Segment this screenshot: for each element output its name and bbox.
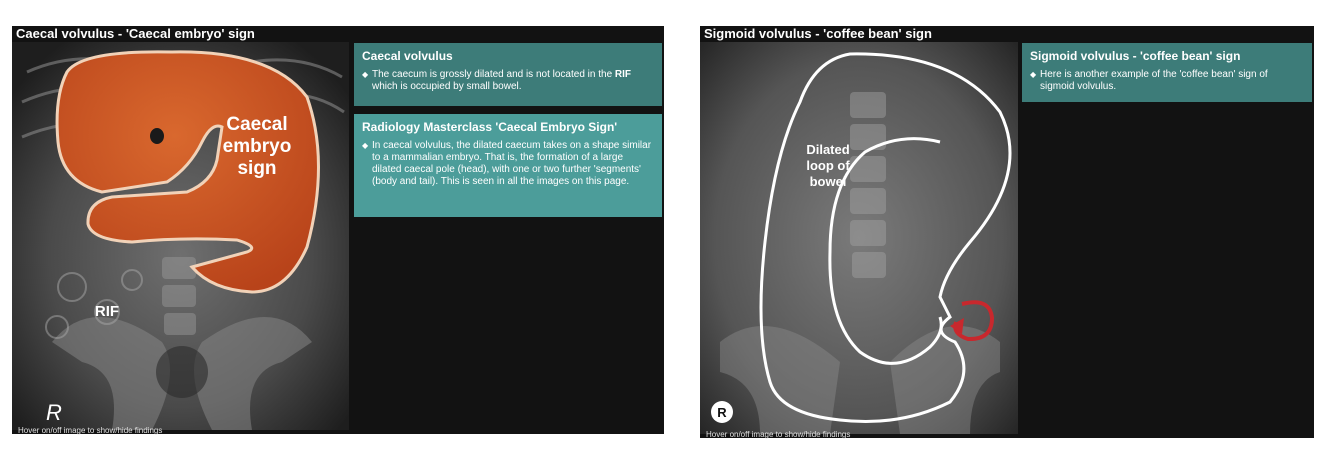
info-box-bullet-item — [362, 69, 654, 93]
side-marker-r: R — [717, 405, 727, 420]
caecal-volvulus-info-box — [354, 43, 662, 106]
info-text-bold: RIF — [614, 69, 632, 80]
sigmoid-volvulus-info-box — [1022, 43, 1312, 102]
sigmoid-volvulus-panel — [700, 26, 1314, 438]
caecal-label-line3: sign — [237, 158, 277, 179]
hover-hint: Hover on/off image to show/hide findings — [18, 426, 163, 435]
panel-title: Sigmoid volvulus - 'coffee bean' sign — [704, 26, 932, 41]
hover-hint: Hover on/off image to show/hide findings — [706, 430, 851, 439]
rif-label: RIF — [94, 303, 120, 320]
bowel-label-line2: loop of — [806, 158, 850, 173]
info-box-bullet-item — [362, 140, 654, 188]
xray-drawing — [700, 42, 1018, 434]
info-box-bullet-item — [1030, 69, 1304, 93]
info-box-title: Caecal volvulus — [362, 49, 453, 63]
caecal-xray-image[interactable] — [12, 42, 349, 435]
info-text: Here is another example of the 'coffee bean' sign of sigmoid volvulus. — [1040, 69, 1268, 92]
info-text: The caecum is grossly dilated and is not located in the — [372, 69, 615, 80]
diamond-bullet-icon: ◆ — [1030, 70, 1037, 79]
side-marker-r: R — [46, 400, 62, 425]
diamond-bullet-icon: ◆ — [362, 70, 369, 79]
caecal-label-line2: embryo — [222, 136, 292, 157]
bowel-label-line1: Dilated — [806, 142, 850, 157]
info-text: In caecal volvulus, the dilated caecum takes on a shape similar to a mammalian embryo. That is, the formation of a large dilated caecal pole (head), with one or two further 'segments' (body and tail). This is seen in all the images on this page. — [372, 140, 652, 187]
diamond-bullet-icon: ◆ — [362, 141, 369, 150]
caecal-label-line1: Caecal — [226, 114, 288, 135]
masterclass-info-box — [354, 114, 662, 217]
caecal-volvulus-panel — [12, 26, 664, 434]
bowel-label-line3: bowel — [809, 174, 847, 189]
sigmoid-xray-image[interactable] — [700, 42, 1018, 439]
info-box-title: Sigmoid volvulus - 'coffee bean' sign — [1030, 49, 1241, 63]
info-box-title: Radiology Masterclass 'Caecal Embryo Sign' — [362, 120, 618, 134]
info-text: which is occupied by small bowel. — [372, 81, 522, 92]
panel-title: Caecal volvulus - 'Caecal embryo' sign — [16, 26, 255, 41]
xray-drawing — [12, 42, 349, 430]
